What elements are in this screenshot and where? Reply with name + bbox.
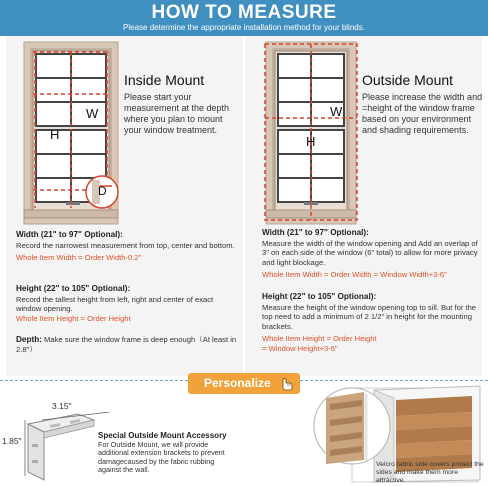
inside-depth-label: D (98, 184, 107, 198)
accessory-title: Special Outside Mount Accessory (98, 431, 227, 440)
inside-height-formula: Whole Item Height = Order Height (16, 313, 131, 323)
outside-mount-window-illustration (264, 40, 358, 226)
page-subtitle: Please determine the appropriate installation method for your blinds. (123, 23, 365, 32)
bracket-height-dimension-line (22, 420, 28, 476)
inside-height-heading: Height (22" to 105" Optional): (16, 284, 131, 293)
personalize-label: Personalize (204, 376, 271, 390)
inside-width-text: Record the narrowest measurement from top, center and bottom. (16, 240, 235, 250)
outside-width-text: Measure the width of the window opening and Add an overlap of 3" on each side of the window (6" total) to allow for more privacy and light blockage. (262, 238, 478, 267)
header-banner (0, 0, 488, 36)
inside-mount-window-illustration (22, 40, 120, 226)
outside-height-spec (262, 292, 484, 353)
inside-height-label: H (50, 127, 60, 142)
outside-height-formula-1: Whole Item Height = Order Height (262, 334, 377, 343)
page-title: HOW TO MEASURE (151, 2, 337, 23)
outside-width-spec (262, 228, 484, 280)
inside-mount-title: Inside Mount (124, 72, 205, 88)
outside-mount-title: Outside Mount (362, 72, 454, 88)
outside-height-label: H (306, 134, 316, 149)
outside-width-formula: Whole Item Width = Order Width = Window Width+3-6" (262, 270, 447, 279)
inside-mount-description: Please start your measurement at the depth where you plan to mount your window treatment. (124, 92, 230, 135)
inside-width-spec (16, 230, 238, 263)
bracket-width-dimension-line (40, 412, 112, 422)
inside-depth-heading: Depth: (16, 335, 42, 344)
inside-width-formula: Whole Item Width = Order Width-0.2" (16, 253, 142, 262)
bracket-width-label: 3.15" (52, 401, 72, 411)
inside-height-spec (16, 284, 238, 323)
inside-height-text: Record the tallest height from left, right and center of exact window opening. (16, 294, 214, 313)
outside-width-label: W (330, 104, 343, 119)
bracket-height-label: 1.85" (2, 436, 22, 446)
outside-height-formula-2: = Window Height+3-6" (262, 343, 338, 353)
outside-height-heading: Height (22" to 105" Optional): (262, 292, 377, 301)
inside-width-label: W (86, 106, 99, 121)
outside-width-heading: Width (21" to 97" Optional): (262, 228, 369, 237)
velcro-description: Velcro fabric side covers protect the sides and make them more attractive. (376, 461, 484, 484)
inside-depth-spec (16, 335, 238, 354)
pointing-hand-icon (278, 375, 296, 393)
outside-mount-description: Please increase the width and =height of the window frame based on your environment and shading requirements. (362, 92, 483, 135)
inside-depth-text: Make sure the window frame is deep enough（At least in 2.8"） (16, 335, 237, 354)
accessory-description: For Outside Mount, we will provide additional extension brackets to prevent damagecaused by the fabric rubbing against the wall. (98, 440, 225, 475)
outside-height-text: Measure the height of the window opening top to sill. But for the top need to add a minimum of 2 1/2" in height for the mounting brackets. (262, 302, 477, 331)
inside-width-heading: Width (21" to 97" Optional): (16, 230, 123, 239)
